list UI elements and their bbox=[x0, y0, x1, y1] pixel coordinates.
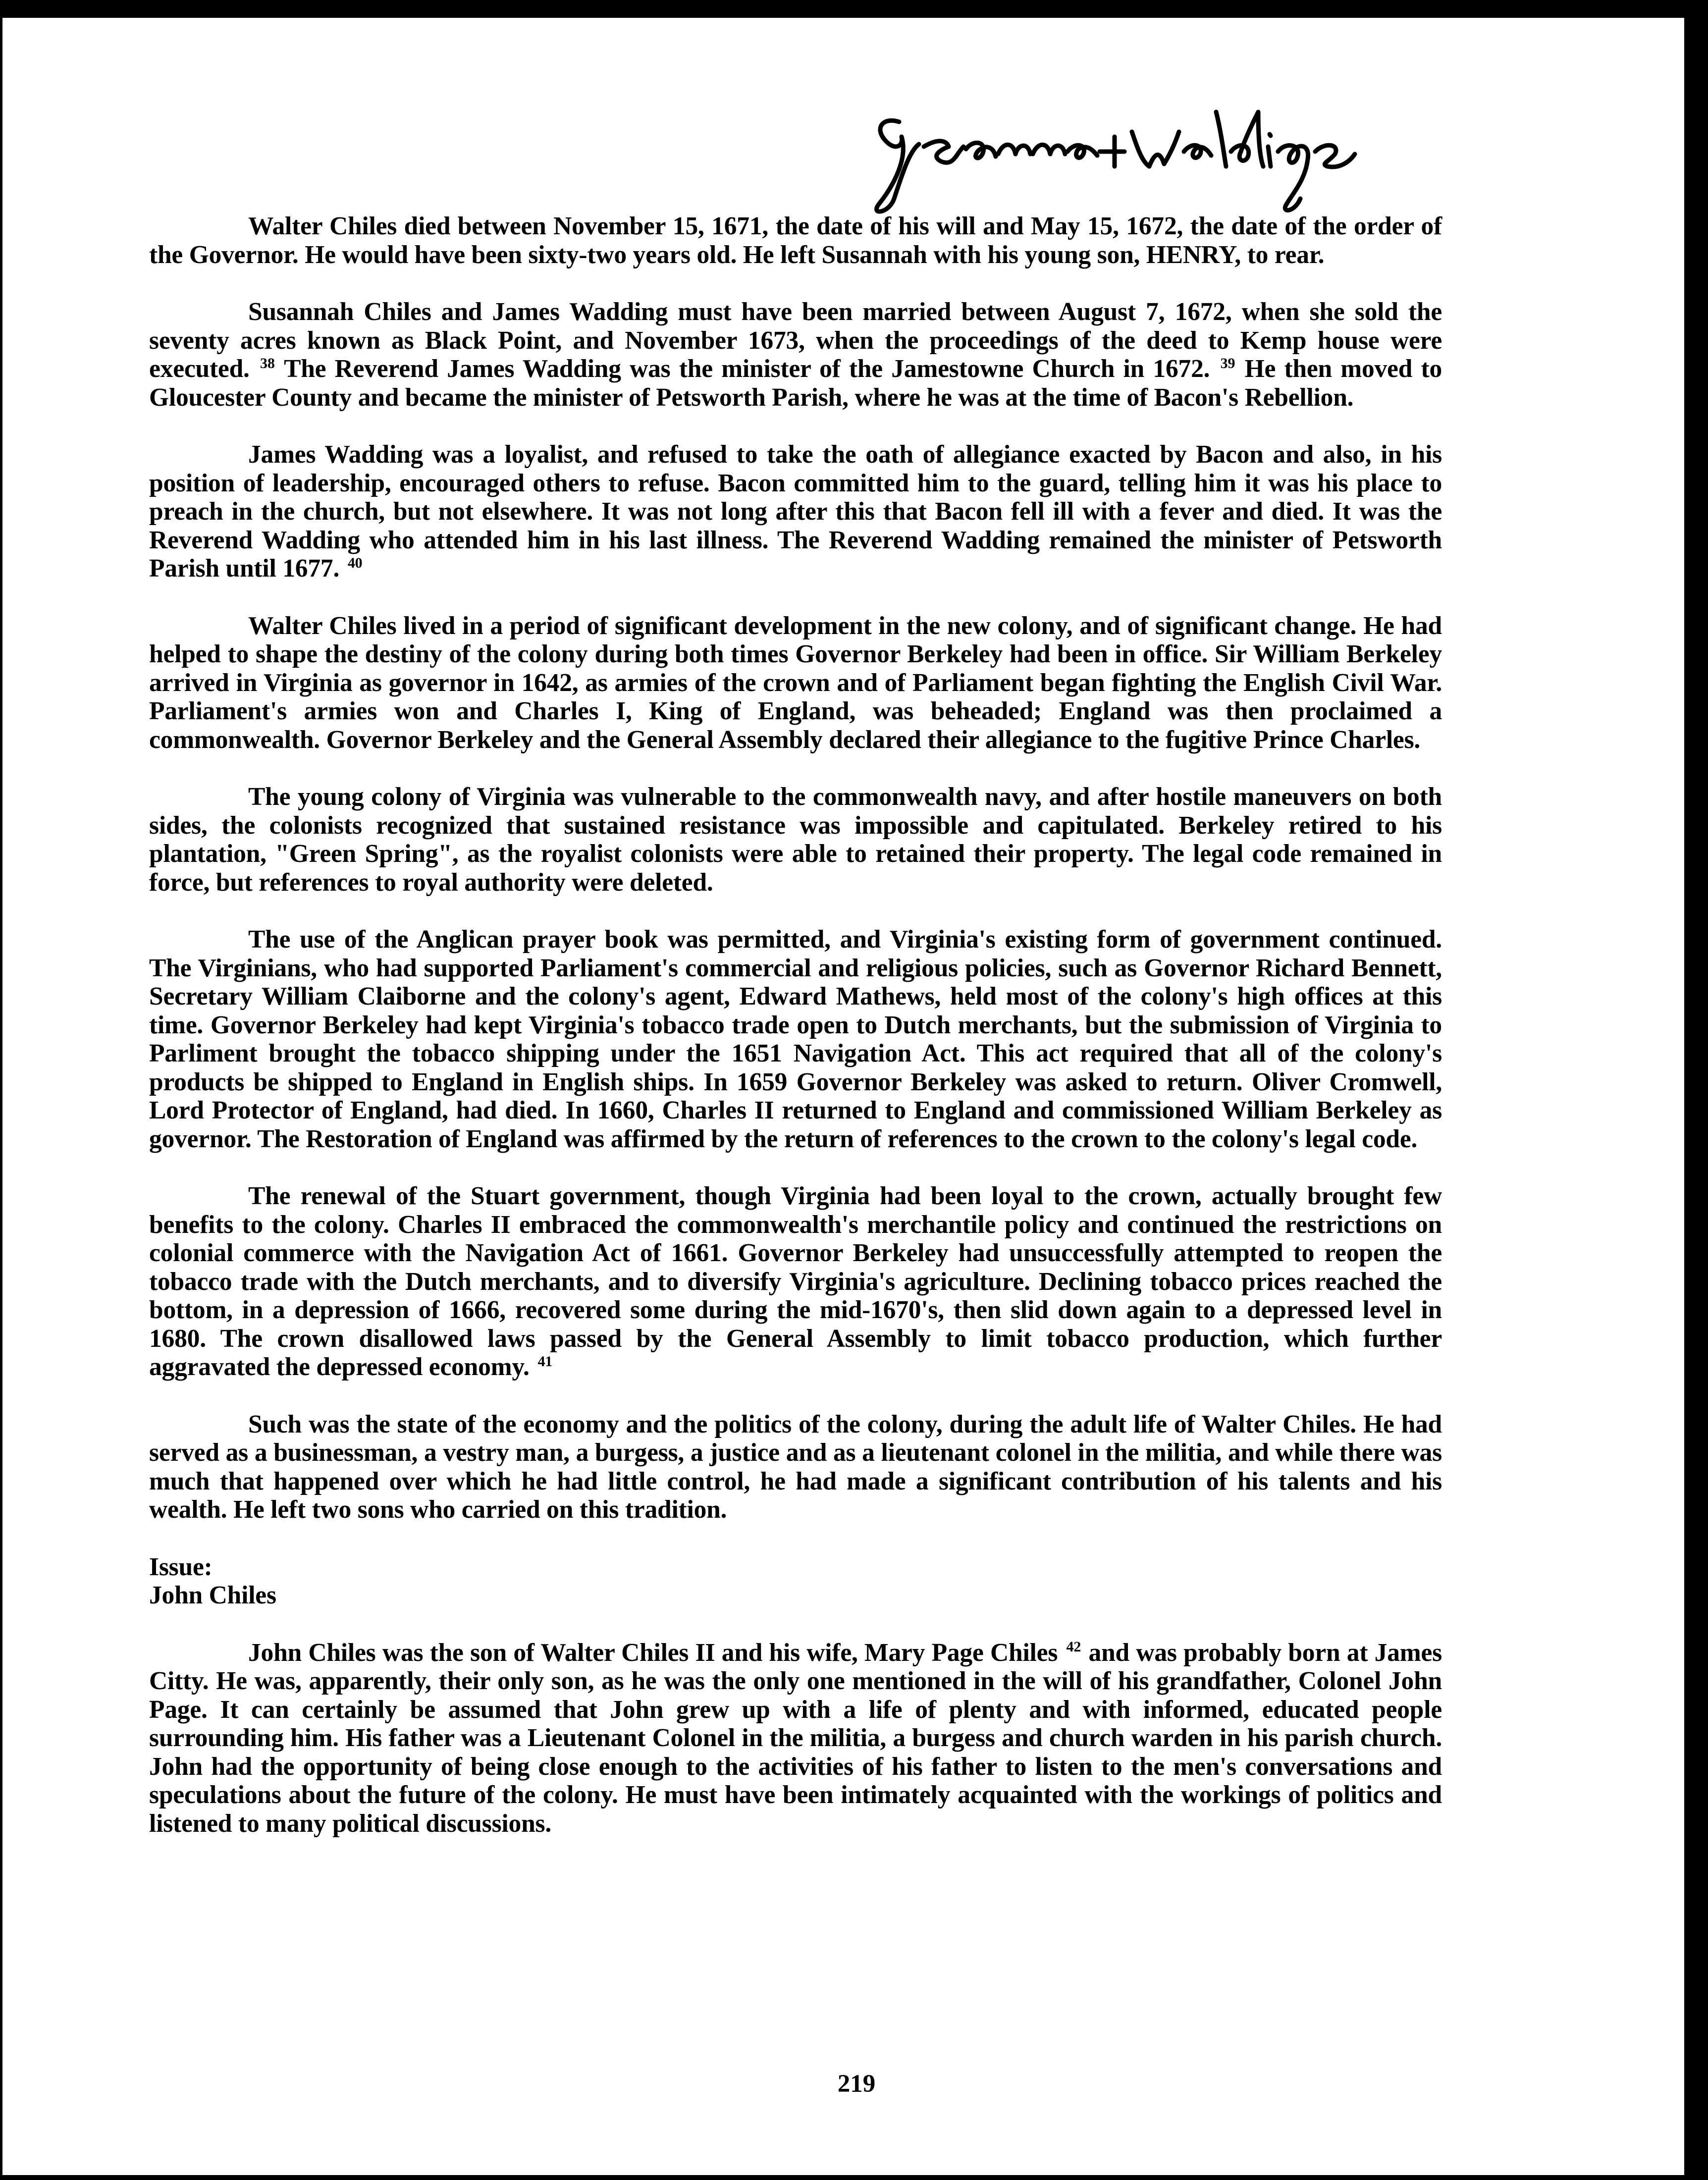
paragraph-6 bbox=[149, 925, 1442, 1153]
paragraph-2-text-c: He then moved to Gloucester County and became the minister of Petsworth Parish, where he was at the time of Bacon's Rebellion. bbox=[149, 355, 1442, 412]
paragraph-4 bbox=[149, 612, 1442, 754]
paragraph-1-text: Walter Chiles died between November 15, 1671, the date of his will and May 15, 1672, the date of the order of the Governor. He would have been sixty-two years old. He left Susannah with his young son, HENRY, to rear. bbox=[149, 212, 1442, 269]
paragraph-6-text: The use of the Anglican prayer book was permitted, and Virginia's existing form of government continued. The Virginians, who had supported Parliament's commercial and religious policies, such as Governor Richard Bennett, Secretary William Claiborne and the colony's agent, Edward Mathews, held most of the colony's high offices at this time. Governor Berkeley had kept Virginia's tobacco trade open to Dutch merchants, but the submission of Virginia to Parliment brought the tobacco shipping under the 1651 Navigation Act. This act required that all of the colony's products be shipped to England in English ships. In 1659 Governor Berkeley was asked to return. Oliver Cromwell, Lord Protector of England, had died. In 1660, Charles II returned to England and commissioned William Berkeley as governor. The Restoration of England was affirmed by the return of references to the crown to the colony's legal code. bbox=[149, 925, 1442, 1153]
paragraph-final-text-b: and was probably born at James Citty. He was, apparently, their only son, as he was the only one mentioned in the will of his grandfather, Colonel John Page. It can certainly be assumed that John grew up with a life of plenty and with informed, educated people surrounding him. His father was a Lieutenant Colonel in the militia, a burgess and church warden in his parish church. John had the opportunity of being close enough to the activities of his father to listen to the men's conversations and speculations about the future of the colony. He must have been intimately acquainted with the workings of politics and listened to many political discussions. bbox=[149, 1638, 1442, 1838]
footnote-ref-42: 42 bbox=[1066, 1639, 1081, 1655]
paragraph-2 bbox=[149, 298, 1442, 412]
paragraph-final bbox=[149, 1639, 1442, 1838]
handwritten-signature bbox=[854, 92, 1399, 221]
footnote-ref-38: 38 bbox=[260, 355, 275, 372]
issue-block bbox=[149, 1553, 1442, 1610]
paragraph-2-text: Susannah Chiles and James Wadding must have been married between August 7, 1672, when she sold the seventy acres known as Black Point, and November 1673, when the proceedings of the deed to Kemp house were executed. bbox=[149, 298, 1442, 383]
paragraph-7 bbox=[149, 1182, 1442, 1382]
paragraph-3-text: James Wadding was a loyalist, and refused to take the oath of allegiance exacted by Bacon and also, in his position of leadership, encouraged others to refuse. Bacon committed him to the guard, telling him it was his place to preach in the church, but not elsewhere. It was not long after this that Bacon fell ill with a fever and died. It was the Reverend Wadding who attended him in his last illness. The Reverend Wadding remained the minister of Petsworth Parish until 1677. bbox=[149, 440, 1442, 583]
body-text bbox=[149, 212, 1442, 1866]
page-number: 219 bbox=[837, 2070, 876, 2098]
issue-label: Issue: bbox=[149, 1552, 213, 1581]
paragraph-5-text: The young colony of Virginia was vulnerable to the commonwealth navy, and after hostile maneuvers on both sides, the colonists recognized that sustained resistance was impossible and capitulated. Berkeley retired to his plantation, "Green Spring", as the royalist colonists were able to retained their property. The legal code remained in force, but references to royal authority were deleted. bbox=[149, 783, 1442, 897]
paragraph-2-text-b: The Reverend James Wadding was the minister of the Jamestowne Church in 1672. bbox=[284, 355, 1210, 383]
paragraph-8-text: Such was the state of the economy and the politics of the colony, during the adult life of Walter Chiles. He had served as a businessman, a vestry man, a burgess, a justice and as a lieutenant colonel in the militia, and while there was much that happened over which he had little control, he had made a significant contribution of his talents and his wealth. He left two sons who carried on this tradition. bbox=[149, 1410, 1442, 1524]
paragraph-4-text: Walter Chiles lived in a period of significant development in the new colony, and of significant change. He had helped to shape the destiny of the colony during both times Governor Berkeley had been in office. Sir William Berkeley arrived in Virginia as governor in 1642, as armies of the crown and of Parliament began fighting the English Civil War. Parliament's armies won and Charles I, King of England, was beheaded; England was then proclaimed a commonwealth. Governor Berkeley and the General Assembly declared their allegiance to the fugitive Prince Charles. bbox=[149, 611, 1442, 754]
issue-name: John Chiles bbox=[149, 1581, 276, 1609]
paragraph-7-text: The renewal of the Stuart government, though Virginia had been loyal to the crown, actually brought few benefits to the colony. Charles II embraced the commonwealth's merchantile policy and continued the restrictions on colonial commerce with the Navigation Act of 1661. Governor Berkeley had unsuccessfully attempted to reopen the tobacco trade with the Dutch merchants, and to diversify Virginia's agriculture. Declining tobacco prices reached the bottom, in a depression of 1666, recovered some during the mid-1670's, then slid down again to a depressed level in 1680. The crown disallowed laws passed by the General Assembly to limit tobacco production, which further aggravated the depressed economy. bbox=[149, 1182, 1442, 1381]
footnote-ref-39: 39 bbox=[1220, 355, 1235, 372]
footnote-ref-40: 40 bbox=[347, 554, 363, 571]
paragraph-3 bbox=[149, 440, 1442, 583]
paragraph-5 bbox=[149, 783, 1442, 897]
paragraph-1 bbox=[149, 212, 1442, 269]
signature-drawing bbox=[854, 92, 1399, 221]
paragraph-8 bbox=[149, 1410, 1442, 1524]
paragraph-final-text: John Chiles was the son of Walter Chiles II and his wife, Mary Page Chiles bbox=[248, 1638, 1058, 1667]
footnote-ref-41: 41 bbox=[537, 1353, 553, 1370]
